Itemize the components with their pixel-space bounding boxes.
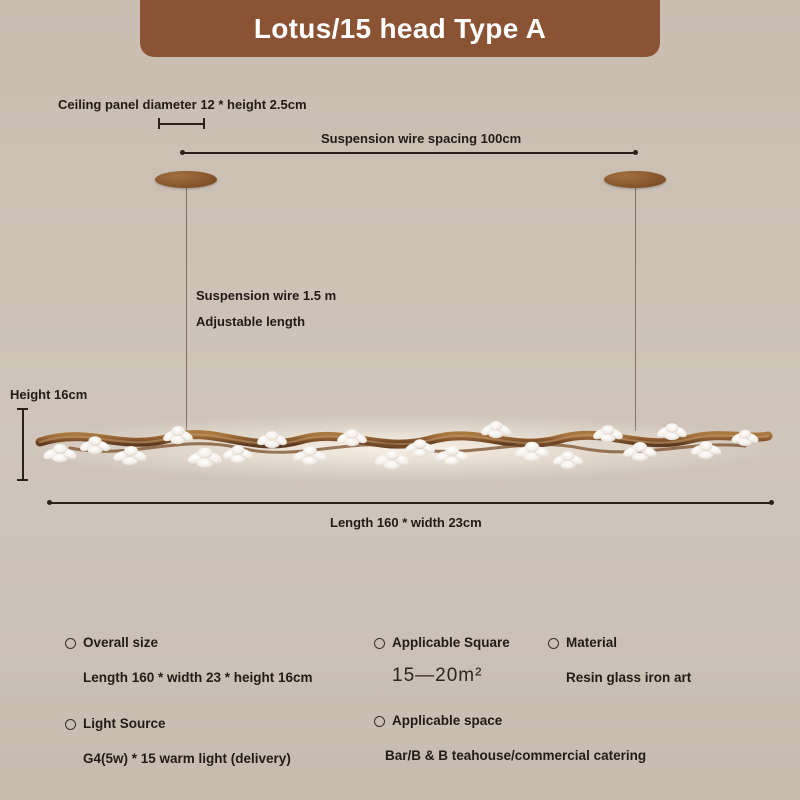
ceiling-panel-dimension-line bbox=[158, 123, 204, 125]
ceiling-canopy-right bbox=[604, 171, 666, 188]
spec-head-applicable-square: Applicable Square bbox=[392, 635, 510, 650]
spec-value-overall-size: Length 160 * width 23 * height 16cm bbox=[83, 670, 313, 685]
spec-head-applicable-space: Applicable space bbox=[392, 713, 503, 728]
title-banner bbox=[140, 0, 660, 57]
wire-spacing-dimension-line bbox=[183, 152, 636, 154]
bullet-icon-applicable-square bbox=[374, 638, 385, 649]
spec-head-light-source: Light Source bbox=[83, 716, 166, 731]
page-title: Lotus/15 head Type A bbox=[253, 12, 547, 44]
spec-head-material: Material bbox=[566, 635, 618, 650]
spec-value-applicable-space: Bar/B & B teahouse/commercial catering bbox=[385, 748, 647, 763]
spec-value-material: Resin glass iron art bbox=[566, 670, 692, 685]
spec-head-overall-size: Overall size bbox=[83, 635, 159, 650]
lamp-illustration bbox=[0, 390, 800, 500]
ceiling-panel-dimension-cap-right bbox=[203, 118, 205, 129]
length-label: Length 160 * width 23cm bbox=[330, 515, 482, 530]
ceiling-canopy-left bbox=[155, 171, 217, 188]
suspension-wire-label: Suspension wire 1.5 m bbox=[196, 288, 337, 303]
adjustable-length-label: Adjustable length bbox=[196, 314, 306, 329]
height-label: Height 16cm bbox=[10, 387, 88, 402]
bullet-icon-light-source bbox=[65, 719, 76, 730]
wire-spacing-dot-left bbox=[180, 150, 185, 155]
bullet-icon-overall-size bbox=[65, 638, 76, 649]
spec-value-light-source: G4(5w) * 15 warm light (delivery) bbox=[83, 751, 291, 766]
length-dimension-line bbox=[50, 502, 772, 504]
ceiling-panel-label: Ceiling panel diameter 12 * height 2.5cm bbox=[58, 97, 307, 112]
wire-spacing-label: Suspension wire spacing 100cm bbox=[321, 131, 522, 146]
wire-spacing-dot-right bbox=[633, 150, 638, 155]
specs-section bbox=[0, 620, 800, 800]
spec-value-applicable-square: 15—20m² bbox=[392, 665, 483, 686]
length-dot-right bbox=[769, 500, 774, 505]
bullet-icon-applicable-space bbox=[374, 716, 385, 727]
length-dot-left bbox=[47, 500, 52, 505]
ceiling-panel-dimension-cap-left bbox=[158, 118, 160, 129]
bullet-icon-material bbox=[548, 638, 559, 649]
